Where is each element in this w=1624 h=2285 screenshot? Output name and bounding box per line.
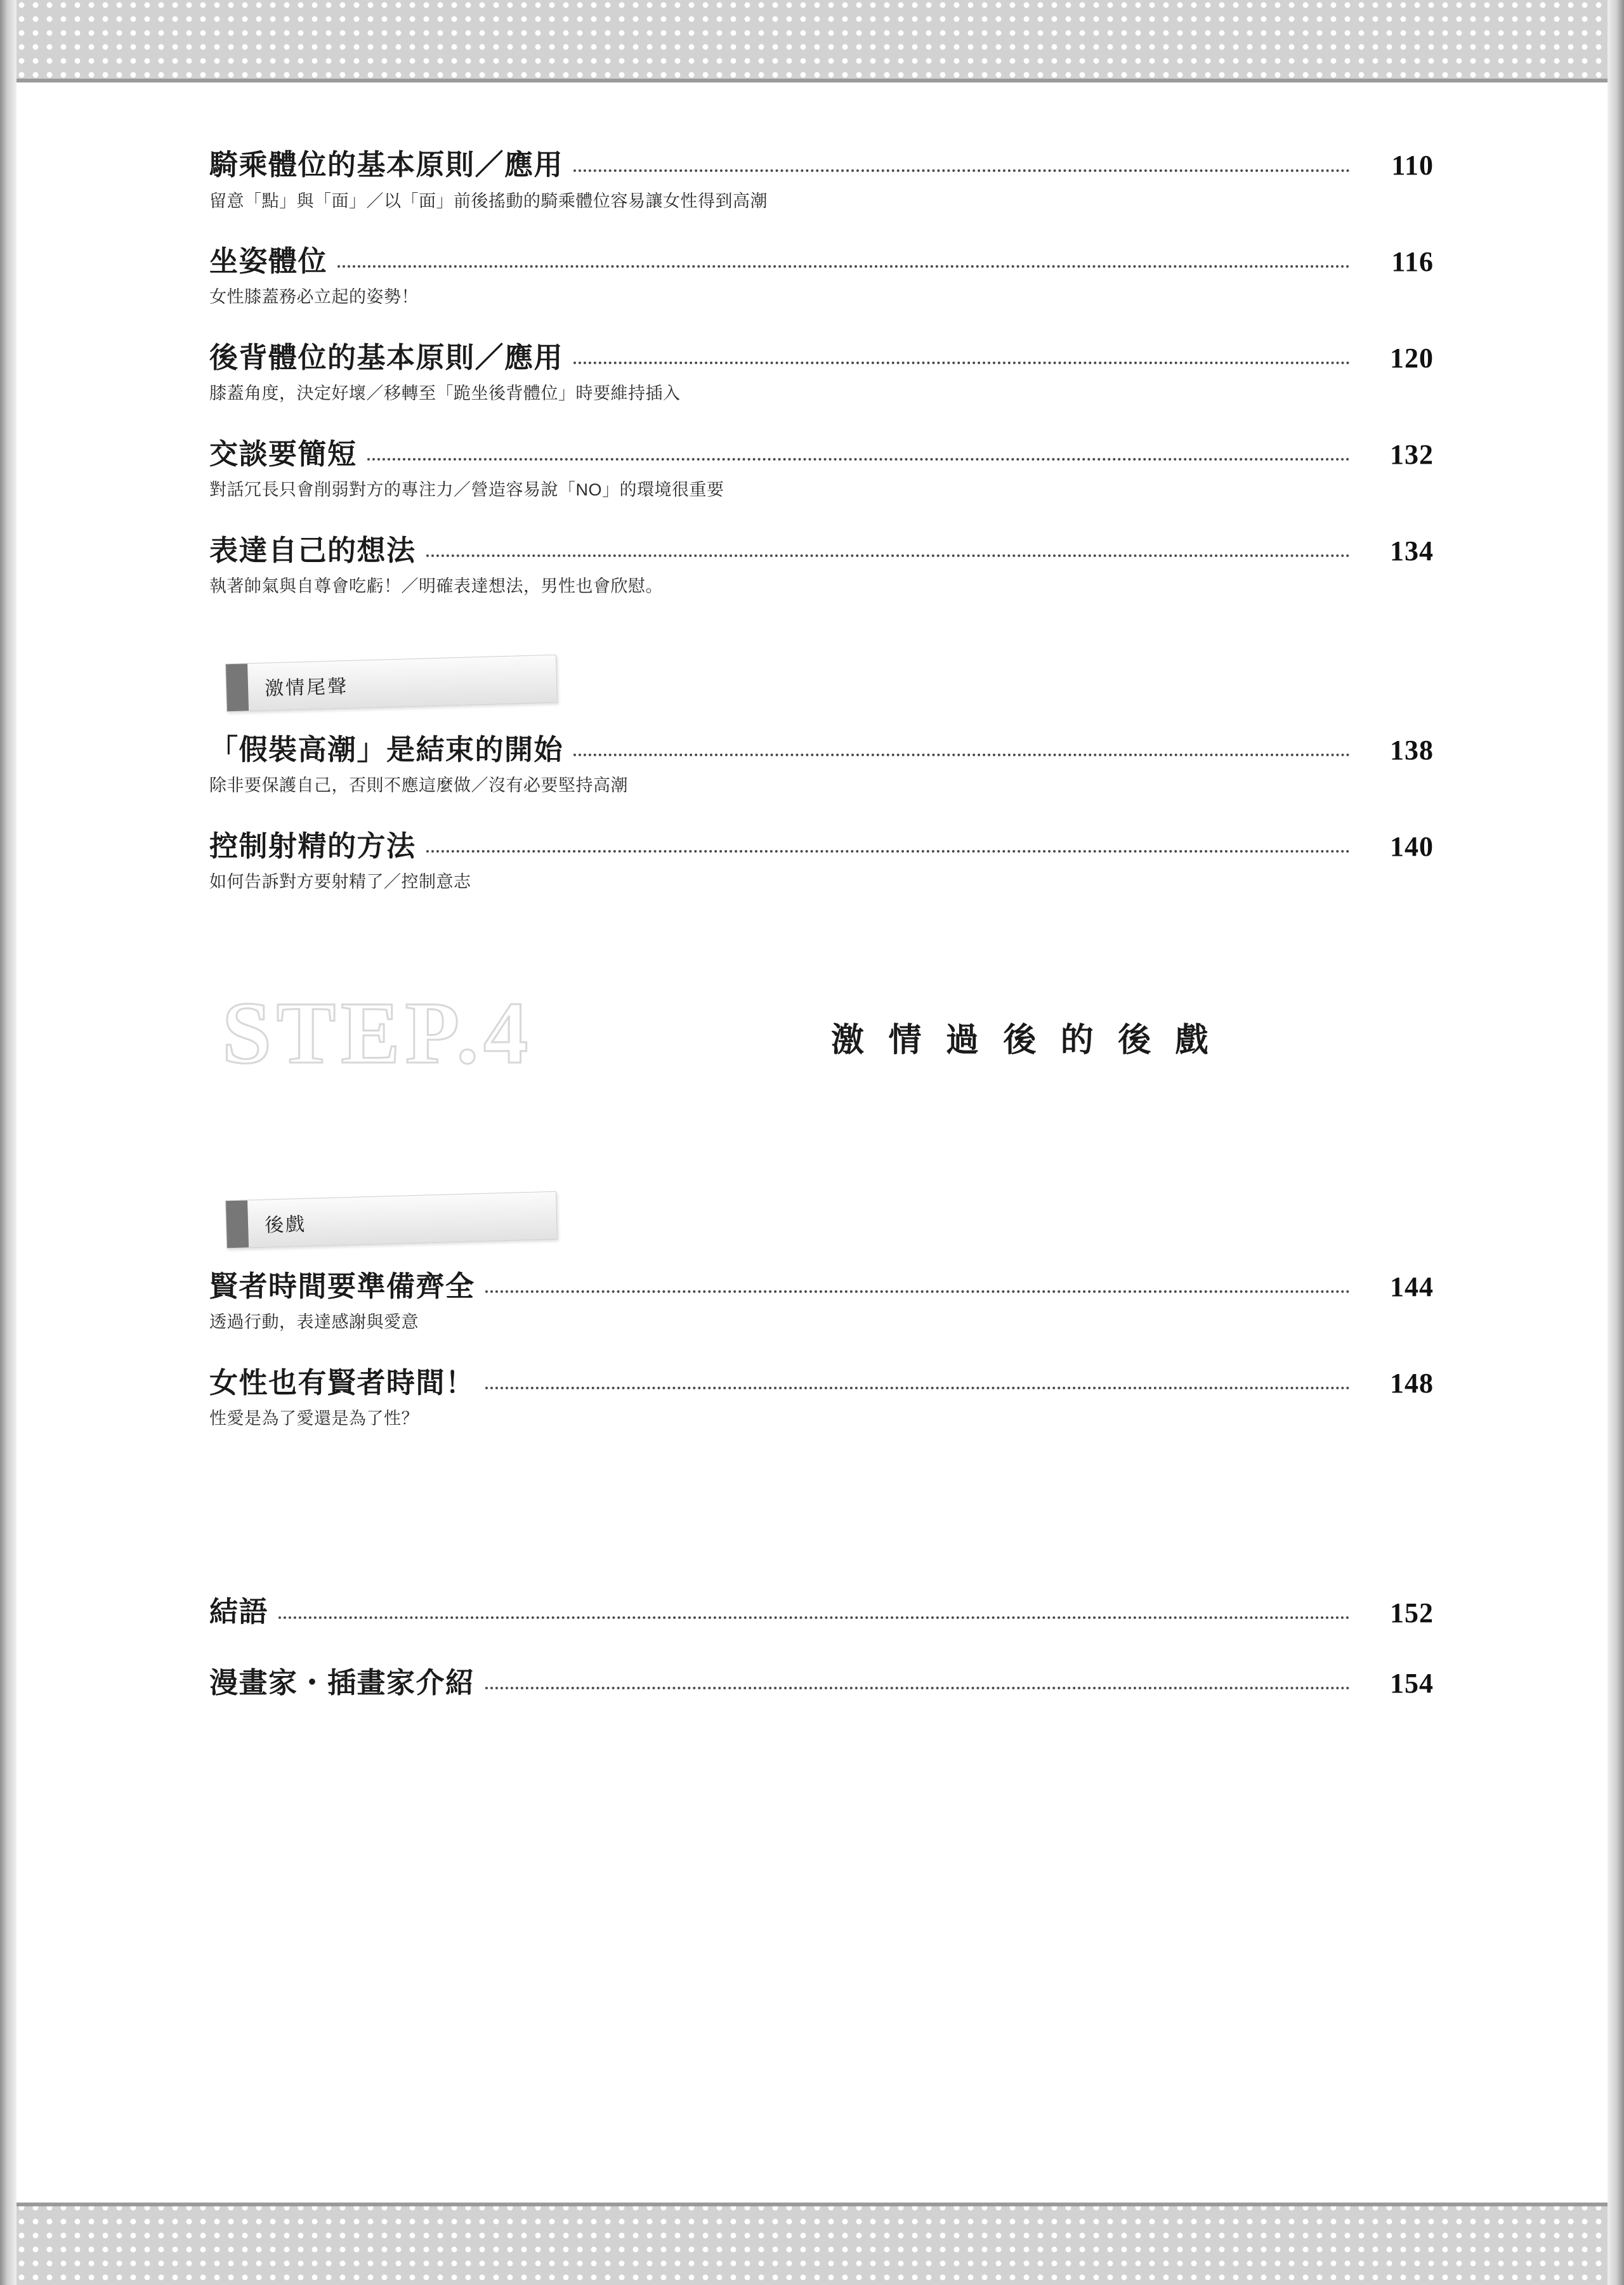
page-edge-left: [0, 0, 16, 2285]
toc-entry-page: 148: [1390, 1367, 1434, 1399]
toc-entry-title: 女性也有賢者時間！: [209, 1366, 475, 1399]
toc-entry-title: 漫畫家・插畫家介紹: [209, 1666, 475, 1699]
section-tag-finale: [226, 659, 1434, 717]
step-number-ghost: STEP.4: [222, 983, 534, 1082]
leader-dots: [573, 169, 1350, 172]
leader-dots: [278, 1616, 1350, 1619]
toc-entry-page: 110: [1391, 150, 1434, 181]
toc-entry-page: 116: [1391, 246, 1434, 278]
decorative-band-top: [16, 0, 1608, 82]
page-edge-right: [1608, 0, 1624, 2285]
toc-entry[interactable]: [209, 1596, 1434, 1628]
toc-entry-page: 138: [1390, 735, 1434, 766]
toc-entry-title: 結語: [209, 1595, 269, 1628]
toc-entry-subtitle: 膝蓋角度，決定好壞／移轉至「跪坐後背體位」時要維持插入: [209, 384, 681, 403]
leader-dots: [426, 849, 1350, 853]
toc-entry[interactable]: [209, 149, 1434, 213]
toc-entry-title: 交談要簡短: [209, 437, 357, 470]
toc-entry-row: [209, 1271, 1434, 1302]
toc-entry-row: [209, 342, 1434, 374]
toc-entry-title: 「假裝高潮」是結束的開始: [209, 733, 564, 766]
toc-entry-row: [209, 438, 1434, 470]
toc-entry-title: 後背體位的基本原則／應用: [209, 341, 564, 374]
toc-entry-page: 132: [1390, 439, 1434, 471]
section-tag-label: 後戲: [264, 1214, 307, 1236]
toc-entry-row: [209, 535, 1434, 566]
toc-entry-subtitle: 留意「點」與「面」／以「面」前後搖動的騎乘體位容易讓女性得到高潮: [209, 191, 768, 211]
toc-entry[interactable]: [209, 1271, 1434, 1334]
toc-entry-title: 騎乘體位的基本原則／應用: [209, 148, 564, 181]
band-line-bottom: [16, 2203, 1608, 2206]
toc-entry-subtitle: 除非要保護自己，否則不應這麼做／沒有必要堅持高潮: [209, 776, 628, 795]
leader-dots: [573, 753, 1350, 756]
toc-entry-subtitle: 如何告訴對方要射精了／控制意志: [209, 872, 471, 892]
toc-content: [209, 149, 1434, 1738]
section-tag: [225, 654, 558, 712]
toc-entry-page: 144: [1390, 1271, 1434, 1302]
toc-entry-title: 坐姿體位: [209, 244, 328, 277]
toc-entry[interactable]: [209, 535, 1434, 598]
toc-entry-page: 152: [1390, 1597, 1434, 1628]
toc-entry-subtitle: 女性膝蓋務必立起的姿勢！: [209, 287, 419, 307]
toc-entry-title: 表達自己的想法: [209, 534, 416, 566]
step-heading: [209, 983, 1434, 1135]
decorative-band-bottom: [16, 2203, 1608, 2285]
toc-entry[interactable]: [209, 342, 1434, 405]
toc-entry-subtitle: 性愛是為了愛還是為了性？: [209, 1409, 419, 1428]
toc-entry[interactable]: [209, 1667, 1434, 1699]
band-line-top: [16, 79, 1608, 82]
section-tag-label: 激情尾聲: [264, 676, 349, 700]
toc-entry-row: [209, 246, 1434, 277]
section-tag-afterplay: [226, 1196, 1434, 1254]
leader-dots: [367, 457, 1350, 461]
toc-entry-subtitle: 對話冗長只會削弱對方的專注力／營造容易說「NO」的環境很重要: [209, 480, 724, 500]
leader-dots: [485, 1686, 1350, 1689]
toc-entry-row: [209, 830, 1434, 862]
toc-entry-row: [209, 1367, 1434, 1399]
toc-entry-row: [209, 734, 1434, 766]
toc-entry[interactable]: [209, 734, 1434, 797]
toc-entry-row: [209, 1596, 1434, 1628]
toc-entry-page: 140: [1390, 830, 1434, 862]
toc-entry-row: [209, 149, 1434, 181]
leader-dots: [337, 265, 1350, 268]
toc-entry-row: [209, 1667, 1434, 1699]
toc-entry[interactable]: [209, 1367, 1434, 1431]
tag-marker-icon: [226, 1200, 249, 1248]
section-tag: [225, 1191, 558, 1248]
toc-entry-title: 控制射精的方法: [209, 829, 416, 862]
toc-entry-page: 120: [1390, 343, 1434, 374]
toc-entry[interactable]: [209, 246, 1434, 309]
step-title: 激 情 過 後 的 後 戲: [831, 1021, 1216, 1059]
toc-entry[interactable]: [209, 438, 1434, 502]
toc-entry[interactable]: [209, 830, 1434, 894]
leader-dots: [426, 554, 1350, 557]
toc-entry-title: 賢者時間要準備齊全: [209, 1269, 475, 1302]
leader-dots: [485, 1386, 1350, 1389]
toc-entry-subtitle: 執著帥氣與自尊會吃虧！／明確表達想法，男性也會欣慰。: [209, 577, 663, 596]
tag-marker-icon: [226, 664, 249, 711]
toc-entry-subtitle: 透過行動，表達感謝與愛意: [209, 1313, 419, 1332]
toc-entry-page: 154: [1390, 1668, 1434, 1699]
leader-dots: [573, 361, 1350, 364]
section-spacer: [209, 1463, 1434, 1596]
leader-dots: [485, 1290, 1350, 1293]
toc-entry-page: 134: [1390, 535, 1434, 567]
